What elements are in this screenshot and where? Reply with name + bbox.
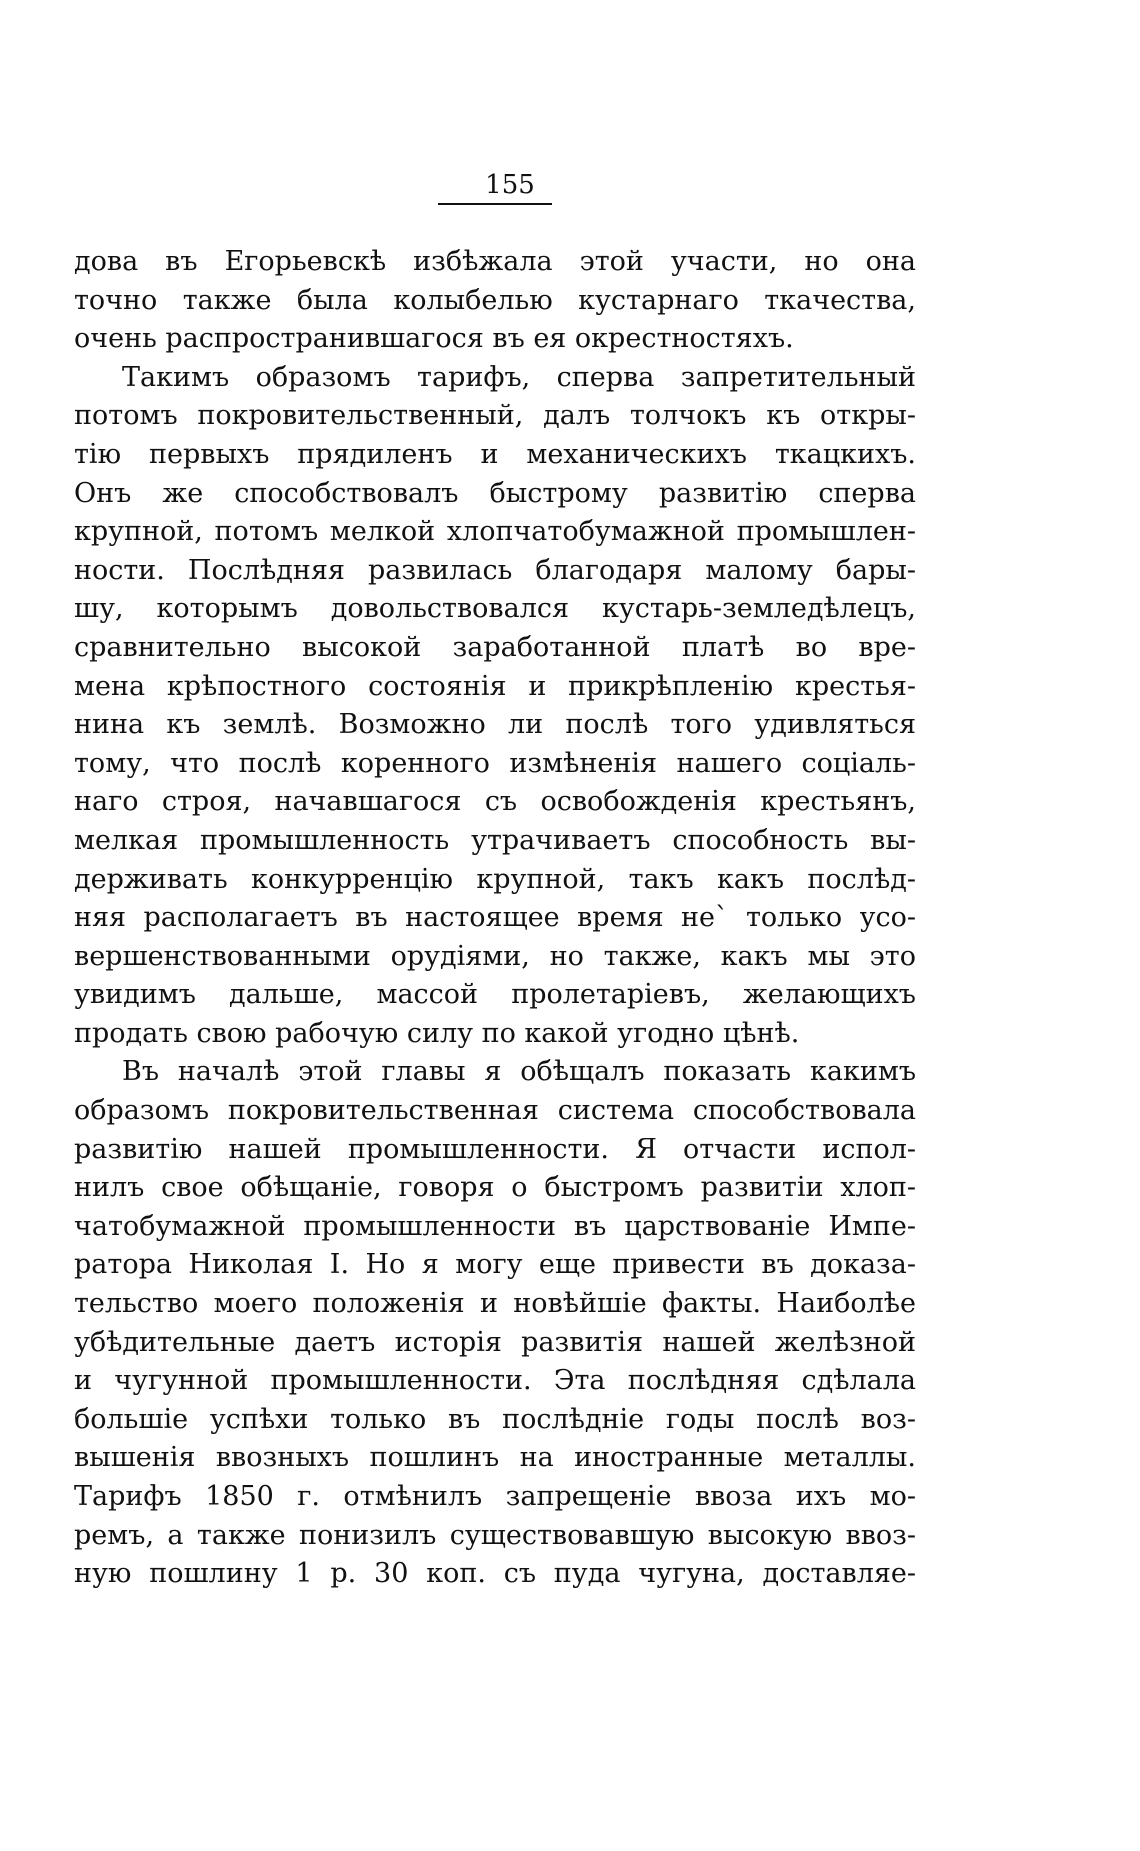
text-line: держивать конкурренцію крупной, такъ какъ послѣд- xyxy=(74,863,916,895)
text-line: Онъ же способствовалъ быстрому развитію сперва xyxy=(74,477,916,509)
text-line: продать свою рабочую силу по какой угодно цѣнѣ. xyxy=(74,1017,800,1049)
text-line: шу, которымъ довольствовался кустарь-земледѣлецъ, xyxy=(74,593,916,625)
text-line: вышенія ввозныхъ пошлинъ на иностранные металлы. xyxy=(74,1442,916,1474)
text-line: сравнительно высокой заработанной платѣ во вре- xyxy=(74,631,916,663)
text-line: ратора Николая I. Но я могу еще привести въ доказа- xyxy=(74,1249,916,1281)
text-line: и чугунной промышленности. Эта послѣдняя сдѣлала xyxy=(74,1365,916,1397)
body-text xyxy=(74,243,916,1594)
text-line: наго строя, начавшагося съ освобожденія крестьянъ, xyxy=(74,786,916,818)
paragraph-3 xyxy=(74,1053,916,1593)
text-line: убѣдительные даетъ исторія развитія нашей желѣзной xyxy=(74,1326,916,1358)
text-line: точно также была колыбелью кустарнаго ткачества, xyxy=(74,284,916,316)
page-number: 155 xyxy=(485,170,535,200)
text-line: большіе успѣхи только въ послѣдніе годы послѣ воз- xyxy=(74,1403,916,1435)
text-line: образомъ покровительственная система способствовала xyxy=(74,1095,916,1127)
text-line: ности. Послѣдняя развилась благодаря малому бары- xyxy=(74,554,916,586)
text-line: Тарифъ 1850 г. отмѣнилъ запрещеніе ввоза ихъ мо- xyxy=(74,1481,916,1512)
text-line: тому, что послѣ коренного измѣненія нашего соціаль- xyxy=(74,747,916,779)
text-line: вершенствованными орудіями, но также, какъ мы это xyxy=(74,940,916,972)
paragraph-2 xyxy=(74,359,916,1054)
text-line: тію первыхъ прядиленъ и механическихъ ткацкихъ. xyxy=(74,438,916,470)
text-line: увидимъ дальше, массой пролетаріевъ, желающихъ xyxy=(74,979,916,1011)
text-line: нилъ свое обѣщаніе, говоря о быстромъ развитіи хлоп- xyxy=(74,1172,916,1204)
text-line: ремъ, а также понизилъ существовавшую высокую ввоз- xyxy=(74,1519,916,1551)
text-line: чатобумажной промышленности въ царствованіе Импе- xyxy=(74,1210,916,1242)
text-line: мелкая промышленность утрачиваетъ способность вы- xyxy=(74,824,916,856)
text-line: ную пошлину 1 р. 30 коп. съ пуда чугуна, доставляе- xyxy=(74,1558,916,1590)
text-line: Такимъ образомъ тарифъ, сперва запретительный xyxy=(122,361,916,393)
text-line: развитію нашей промышленности. Я отчасти испол- xyxy=(74,1133,916,1165)
text-line: нина къ землѣ. Возможно ли послѣ того удивляться xyxy=(74,709,916,741)
text-line: тельство моего положенія и новѣйшіе факты. Наиболѣе xyxy=(74,1288,916,1320)
page-number-rule xyxy=(438,203,552,205)
text-line: потомъ покровительственный, далъ толчокъ къ откры- xyxy=(74,400,916,432)
text-line: няя располагаетъ въ настоящее время не` только усо- xyxy=(74,902,916,934)
text-line: Въ началѣ этой главы я обѣщалъ показать какимъ xyxy=(122,1056,916,1088)
text-line: дова въ Егорьевскѣ избѣжала этой участи, но она xyxy=(74,246,916,277)
paragraph-1 xyxy=(74,243,916,359)
text-line: крупной, потомъ мелкой хлопчатобумажной промышлен- xyxy=(74,516,916,548)
text-line: мена крѣпостного состоянія и прикрѣпленію крестья- xyxy=(74,670,916,702)
text-line: очень распространившагося въ ея окрестностяхъ. xyxy=(74,323,794,355)
